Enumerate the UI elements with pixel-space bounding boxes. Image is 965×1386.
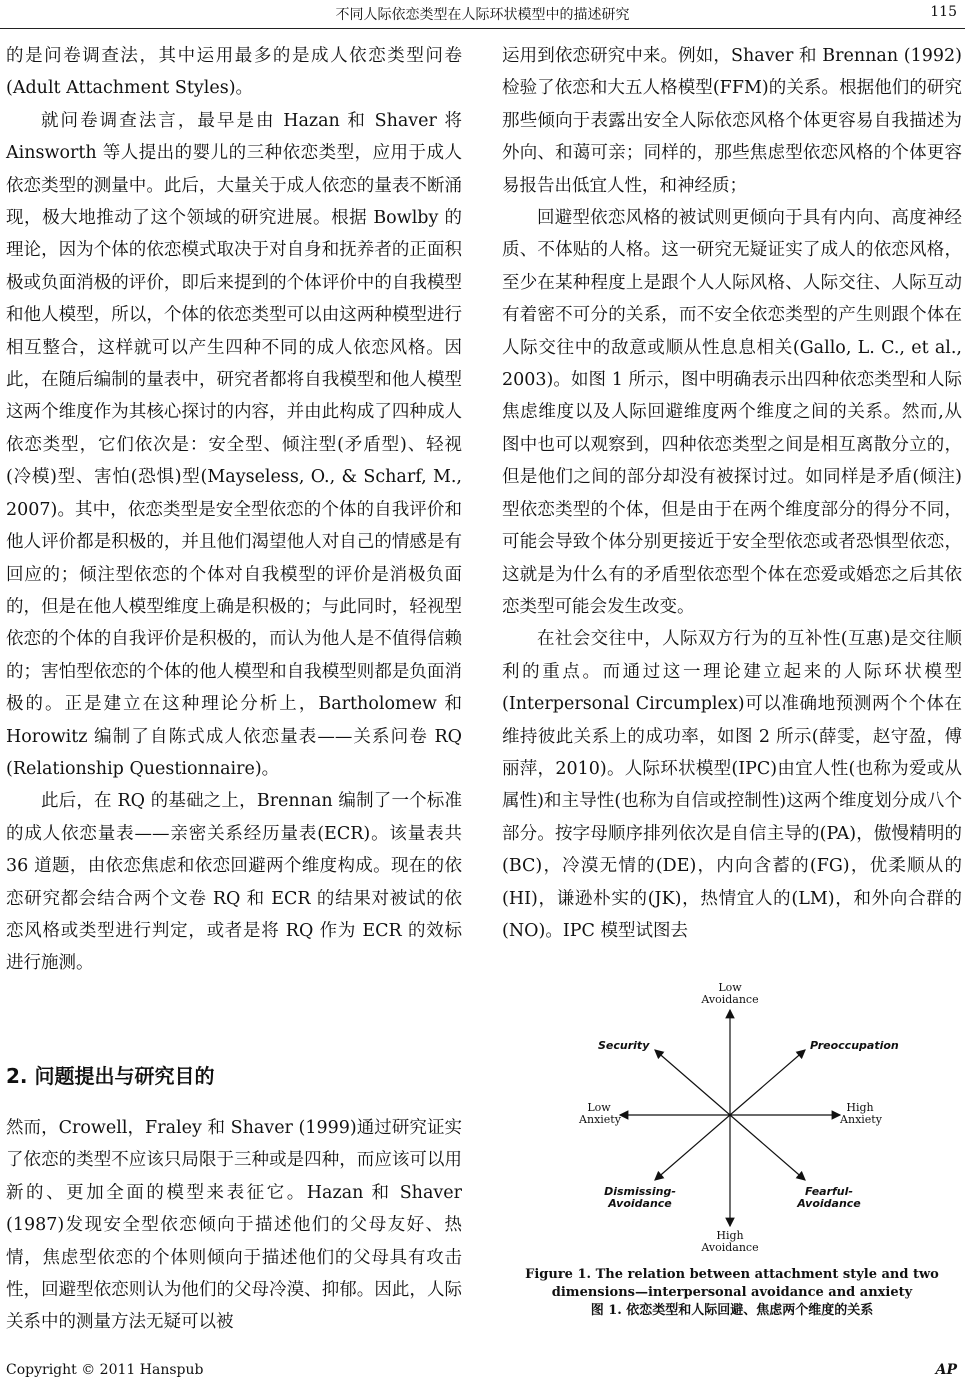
caption-en-line-2: dimensions—interpersonal avoidance and anxiety [551, 1285, 913, 1300]
right-paragraph-3: 在社会交往中，人际双方行为的互补性(互惠)是交往顺利的重点。而通过这一理论建立起来的人际环状模型(Interpersonal Circumplex)可以准确地预测两个个体在维持彼此关系上的成功率，如图 2 所示(薛雯，赵守盈，傅丽萍，2010)。人际环状模型(IPC)由宜人性(也称为爱或从属性)和主导性(也称为自信或控制性)这两个维度划分成八个部分。按字母顺序排列依次是自信主导的(PA)，傲慢精明的(BC)，冷漠无情的(DE)，内向含蓄的(FG)，优柔顺从的(HI)，谦逊朴实的(JK)，热情宜人的(LM)，和外向合群的(NO)。IPC 模型试图去 [502, 629, 962, 941]
left-paragraph-2: 就问卷调查法言，最早是由 Hazan 和 Shaver 将 Ainsworth 等人提出的婴儿的三种依恋类型，应用于成人依恋类型的测量中。此后，大量关于成人依恋的量表不断涌现，极大地推动了这个领域的研究进展。根据 Bowlby 的理论，因为个体的依恋模式取决于对自身和抚养者的正面积极或负面消极的评价，即后来提到的个体评价中的自我模型和他人模型，所以，个体的依恋类型可以由这两种模型进行相互整合，这样就可以产生四种不同的成人依恋风格。因此，在随后编制的量表中，研究者都将自我模型和他人模型这两个维度作为其核心探讨的内容，并由此构成了四种成人依恋类型，它们依次是：安全型、倾注型(矛盾型)、轻视(冷模)型、害怕(恐惧)型(Mayseless, O., & Scharf, M., 2007)。其中，依恋类型是安全型依恋的个体的自我评价和他人评价都是积极的，并且他们渴望他人对自己的情感是有回应的；倾注型依恋的个体对自我模型的评价是消极负面的，但是在他人模型维度上确是积极的；与此同时，轻视型依恋的个体的自我评价是积极的，而认为他人是不值得信赖的；害怕型依恋的个体的他人模型和自我模型则都是负面消极的。正是建立在这种理论分析上，Bartholomew 和 Horowitz 编制了自陈式成人依恋量表——关系问卷 RQ (Relationship Questionnaire)。 [6, 110, 462, 779]
label-bottom-2: Avoidance [701, 1241, 759, 1254]
page-footer [0, 1358, 965, 1386]
caption-zh: 图 1. 依恋类型和人际回避、焦虑两个维度的关系 [590, 1303, 874, 1318]
left-paragraph-3: 此后，在 RQ 的基础之上，Brennan 编制了一个标准的成人依恋量表——亲密关系经历量表(ECR)。该量表共 36 道题，由依恋焦虑和依恋回避两个维度构成。现在的依恋研究都会结合两个文卷 RQ 和 ECR 的结果对被试的依恋风格或类型进行判定，或者是将 RQ 作为 ECR 的效标进行施测。 [6, 791, 462, 974]
label-fearful-2: Avoidance [797, 1197, 861, 1210]
label-dismissing-2: Avoidance [608, 1197, 672, 1210]
figure-caption [502, 1266, 962, 1320]
diag-tl-arrow [655, 1050, 730, 1115]
label-top-1: Low [718, 981, 742, 994]
left-paragraph-1: 的是问卷调查法，其中运用最多的是成人依恋类型问卷(Adult Attachment Styles)。 [6, 46, 462, 99]
page-header [0, 0, 965, 29]
running-title: 不同人际依恋类型在人际环状模型中的描述研究 [335, 7, 630, 23]
copyright: Copyright © 2011 Hanspub [6, 1362, 204, 1378]
label-dismissing-1: Dismissing- [604, 1185, 676, 1198]
journal-abbrev: AP [935, 1362, 957, 1378]
label-fearful-1: Fearful- [805, 1185, 853, 1198]
figure-1-diagram [520, 990, 940, 1270]
label-right-1: High [846, 1101, 874, 1114]
page-number: 115 [930, 4, 957, 20]
label-top-2: Avoidance [701, 993, 759, 1006]
label-bottom-1: High [716, 1229, 744, 1242]
label-preoccupation: Preoccupation [810, 1039, 899, 1052]
label-right-2: Anxiety [840, 1113, 882, 1126]
diag-bl-arrow [655, 1115, 730, 1180]
diag-br-arrow [730, 1115, 805, 1180]
section-2-block [6, 1062, 462, 1339]
label-left-2: Anxiety [579, 1113, 621, 1126]
left-column [6, 40, 462, 980]
left-paragraph-4: 然而，Crowell，Fraley 和 Shaver (1999)通过研究证实了依恋的类型不应该只局限于三种或是四种，而应该可以用新的、更加全面的模型来表征它。Hazan 和 Shaver (1987)发现安全型依恋倾向于描述他们的父母友好、热情，焦虑型依恋的个体则倾向于描述他们的父母具有攻击性，回避型依恋则认为他们的父母冷漠、抑郁。因此，人际关系中的测量方法无疑可以被 [6, 1118, 462, 1333]
right-paragraph-2: 回避型依恋风格的被试则更倾向于具有内向、高度神经质、不体贴的人格。这一研究无疑证实了成人的依恋风格，至少在某种程度上是跟个人人际风格、人际交往、人际互动有着密不可分的关系，而不安全依恋类型的产生则跟个体在人际交往中的敌意或顺从性息息相关(Gallo, L. C., et al., 2003)。如图 1 所示，图中明确表示出四种依恋类型和人际焦虑维度以及人际回避维度两个维度之间的关系。然而,从图中也可以观察到，四种依恋类型之间是相互离散分立的，但是他们之间的部分却没有被探讨过。如同样是矛盾(倾注)型依恋类型的个体，但是由于在两个维度部分的得分不同，可能会导致个体分别更接近于安全型依恋或者恐惧型依恋，这就是为什么有的矛盾型依恋型个体在恋爱或婚恋之后其依恋类型可能会发生改变。 [502, 208, 962, 617]
caption-en-line-1: Figure 1. The relation between attachment style and two [525, 1267, 939, 1282]
diag-tr-arrow [730, 1050, 805, 1115]
label-left-1: Low [587, 1101, 611, 1114]
right-paragraph-1: 运用到依恋研究中来。例如，Shaver 和 Brennan (1992)检验了依恋和大五人格模型(FFM)的关系。根据他们的研究那些倾向于表露出安全人际依恋风格个体更容易自我描述为外向、和蔼可亲；同样的，那些焦虑型依恋风格的个体更容易报告出低宜人性，和神经质； [502, 46, 962, 196]
section-heading: 2. 问题提出与研究目的 [6, 1064, 215, 1088]
label-security: Security [598, 1039, 650, 1052]
right-column [502, 40, 962, 947]
